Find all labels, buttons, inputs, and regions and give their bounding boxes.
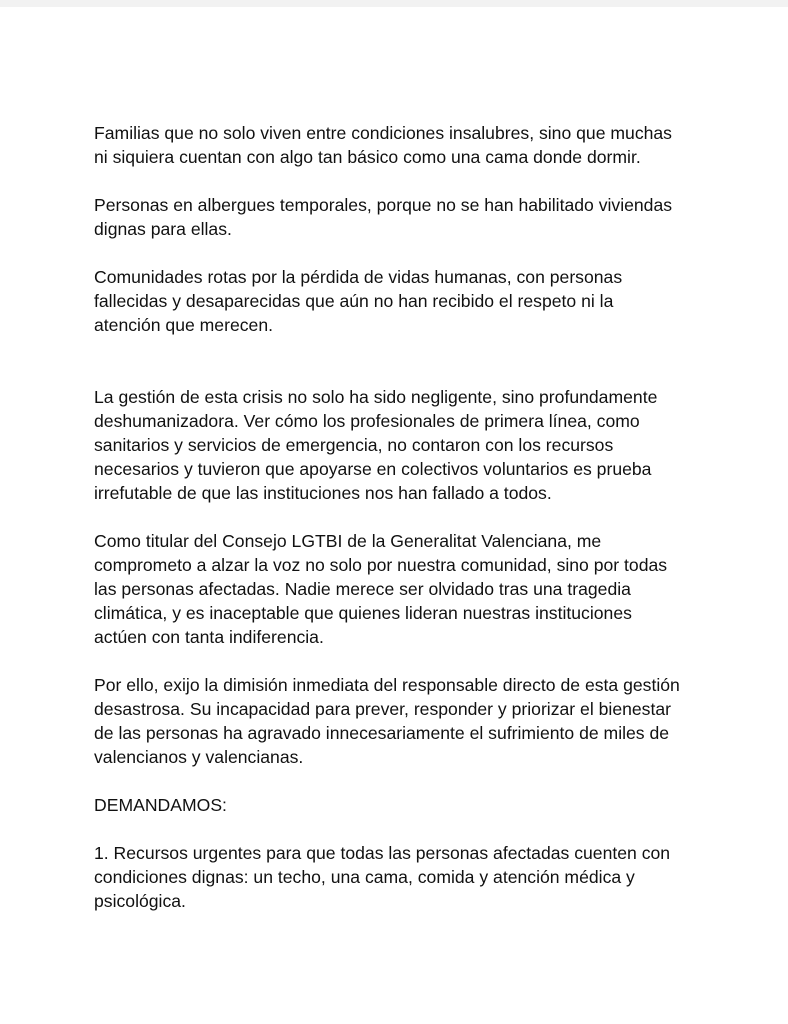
text-line: Como titular del Consejo LGTBI de la Generalitat Valenciana, me [94,531,602,551]
text-line: psicológica. [94,891,186,911]
document-body [94,121,734,913]
text-line: 1. Recursos urgentes para que todas las personas afectadas cuenten con [94,843,671,863]
text-line: fallecidas y desaparecidas que aún no han recibido el respeto ni la [94,291,614,311]
text-line: necesarios y tuvieron que apoyarse en colectivos voluntarios es prueba [94,459,652,479]
text-line: valencianos y valencianas. [94,747,304,767]
paragraph-comunidades [94,265,734,337]
text-line: sanitarios y servicios de emergencia, no contaron con los recursos [94,435,614,455]
text-line: climática, y es inaceptable que quienes lideran nuestras instituciones [94,603,632,623]
paragraph-demandamos-heading [94,793,734,817]
text-line: Familias que no solo viven entre condiciones insalubres, sino que muchas [94,123,672,143]
text-line: deshumanizadora. Ver cómo los profesionales de primera línea, como [94,411,640,431]
paragraph-dimision [94,673,734,769]
text-line: desastrosa. Su incapacidad para prever, responder y priorizar el bienestar [94,699,672,719]
text-line: comprometo a alzar la voz no solo por nuestra comunidad, sino por todas [94,555,668,575]
text-line: Comunidades rotas por la pérdida de vidas humanas, con personas [94,267,623,287]
text-line: Por ello, exijo la dimisión inmediata del responsable directo de esta gestión [94,675,680,695]
text-line: irrefutable de que las instituciones nos han fallado a todos. [94,483,552,503]
text-line: dignas para ellas. [94,219,232,239]
text-line: DEMANDAMOS: [94,795,227,815]
paragraph-demand-1 [94,841,734,913]
top-bar [0,0,788,7]
text-line: La gestión de esta crisis no solo ha sido negligente, sino profundamente [94,387,658,407]
paragraph-gestion [94,385,734,505]
paragraph-consejo [94,529,734,649]
text-line: las personas afectadas. Nadie merece ser olvidado tras una tragedia [94,579,631,599]
text-line: atención que merecen. [94,315,273,335]
text-line: de las personas ha agravado innecesariamente el sufrimiento de miles de [94,723,670,743]
text-line: condiciones dignas: un techo, una cama, comida y atención médica y [94,867,635,887]
paragraph-familias [94,121,734,169]
text-line: Personas en albergues temporales, porque no se han habilitado viviendas [94,195,673,215]
text-line: ni siquiera cuentan con algo tan básico como una cama donde dormir. [94,147,641,167]
text-line: actúen con tanta indiferencia. [94,627,324,647]
paragraph-albergues [94,193,734,241]
